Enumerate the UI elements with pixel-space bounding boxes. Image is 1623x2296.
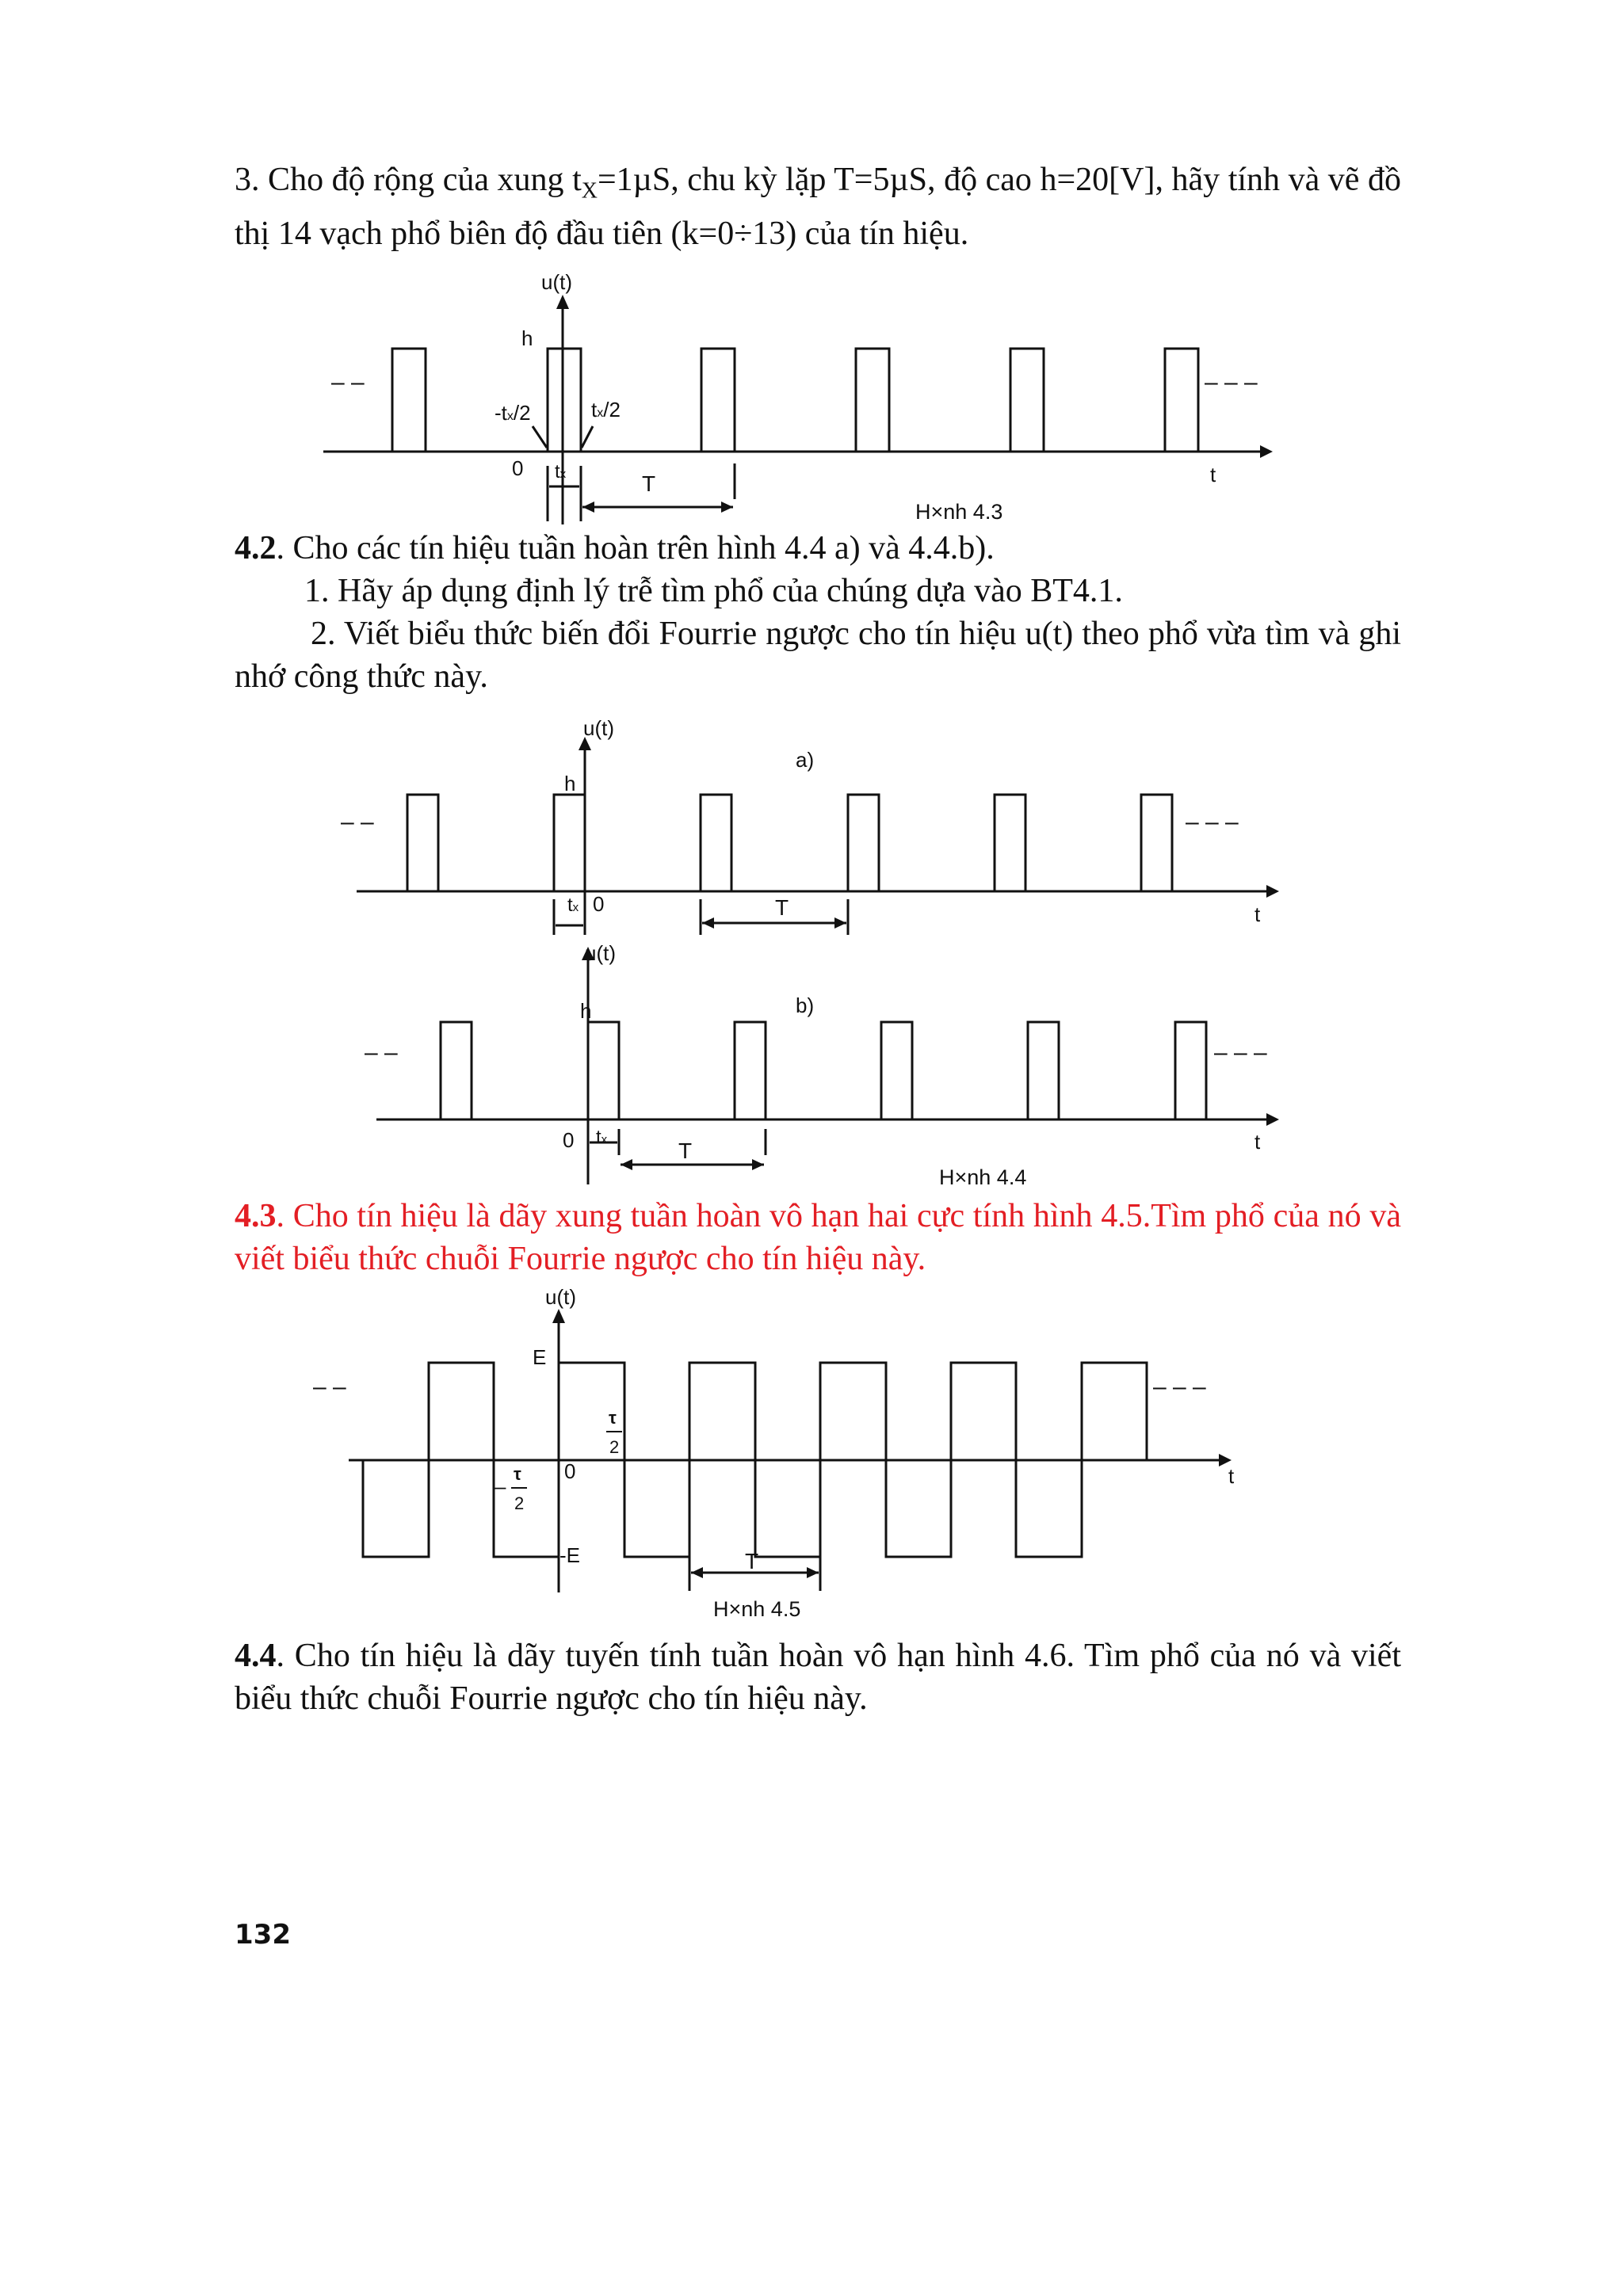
- E-label: E: [533, 1345, 547, 1369]
- svg-text:2: 2: [514, 1493, 525, 1513]
- svg-text:τ: τ: [514, 1464, 521, 1484]
- svg-text:tx: tx: [567, 894, 579, 916]
- exercise-4-4-text: 4.4. Cho tín hiệu là dãy tuyến tính tuần hoàn vô hạn hình 4.6. Tìm phổ của nó và viết biểu thức chuỗi Fourrie ngược cho tín hiệu này.: [235, 1638, 1401, 1717]
- svg-text:τ: τ: [609, 1408, 617, 1428]
- neg-half-label: -tx/2: [495, 401, 531, 425]
- exercise-4-2-item-2: 2. Viết biểu thức biến đổi Fourrie ngược cho tín hiệu u(t) theo phổ vừa tìm và ghi nhớ công thức này.: [235, 616, 1401, 695]
- svg-text:T: T: [775, 895, 789, 920]
- figure-caption-4-3: H×nh 4.3: [915, 500, 1003, 524]
- svg-text:– –: – –: [313, 1374, 346, 1400]
- svg-text:T: T: [745, 1549, 759, 1573]
- svg-text:h: h: [580, 999, 592, 1023]
- svg-text:T: T: [678, 1138, 693, 1163]
- svg-text:t: t: [1254, 1130, 1261, 1154]
- time-label: t: [1210, 463, 1216, 486]
- svg-text:2: 2: [609, 1437, 620, 1457]
- svg-text:– – –: – – –: [1153, 1374, 1206, 1400]
- dash-right: – – –: [1205, 369, 1258, 395]
- period-label: T: [642, 471, 656, 496]
- page-number: 132: [235, 1919, 291, 1951]
- svg-text:u(t): u(t): [583, 716, 614, 740]
- svg-text:– – –: – – –: [1186, 809, 1239, 835]
- tx-label: tx: [555, 461, 567, 482]
- svg-text:– –: – –: [341, 809, 374, 835]
- svg-text:– –: – –: [365, 1039, 398, 1066]
- exercise-4-3-text: 4.3. Cho tín hiệu là dãy xung tuần hoàn vô hạn hai cực tính hình 4.5.Tìm phổ của nó và viết biểu thức chuỗi Fourrie ngược cho tín hiệu này.: [235, 1198, 1401, 1277]
- exercise-3-text: 3. Cho độ rộng của xung $t_X=1\mu S$, chu kỳ lặp T=5µS, độ cao h=20[V], hãy tính và vẽ đồ thị 14 vạch phổ biên độ đầu tiên (k=0÷13) của tín hiệu.: [235, 162, 1401, 253]
- svg-text:–: –: [495, 1474, 506, 1498]
- y-label: u(t): [541, 270, 572, 294]
- exercise-4-2-heading: 4.2. Cho các tín hiệu tuần hoàn trên hình 4.4 a) và 4.4.b).: [235, 530, 995, 566]
- svg-text:t: t: [1228, 1464, 1235, 1488]
- figure-caption-4-5: H×nh 4.5: [713, 1597, 801, 1621]
- svg-text:h: h: [564, 772, 576, 795]
- pos-half-label: tx/2: [591, 398, 621, 421]
- label-a: a): [796, 748, 815, 772]
- height-label: h: [521, 326, 533, 350]
- svg-text:t: t: [1254, 902, 1261, 926]
- svg-text:u(t): u(t): [545, 1285, 576, 1309]
- svg-text:0: 0: [564, 1459, 576, 1483]
- svg-text:0: 0: [563, 1128, 575, 1152]
- svg-text:u(t): u(t): [585, 941, 616, 965]
- label-b: b): [796, 994, 815, 1017]
- negE-label: -E: [559, 1543, 580, 1567]
- exercise-4-2-item-1: 1. Hãy áp dụng định lý trễ tìm phổ của chúng dựa vào BT4.1.: [304, 573, 1123, 609]
- figure-caption-4-4: H×nh 4.4: [939, 1165, 1027, 1189]
- svg-text:tx: tx: [596, 1127, 608, 1148]
- origin-label: 0: [512, 456, 524, 480]
- svg-text:– – –: – – –: [1214, 1039, 1267, 1066]
- dash-left: – –: [331, 369, 365, 395]
- svg-text:0: 0: [593, 892, 605, 916]
